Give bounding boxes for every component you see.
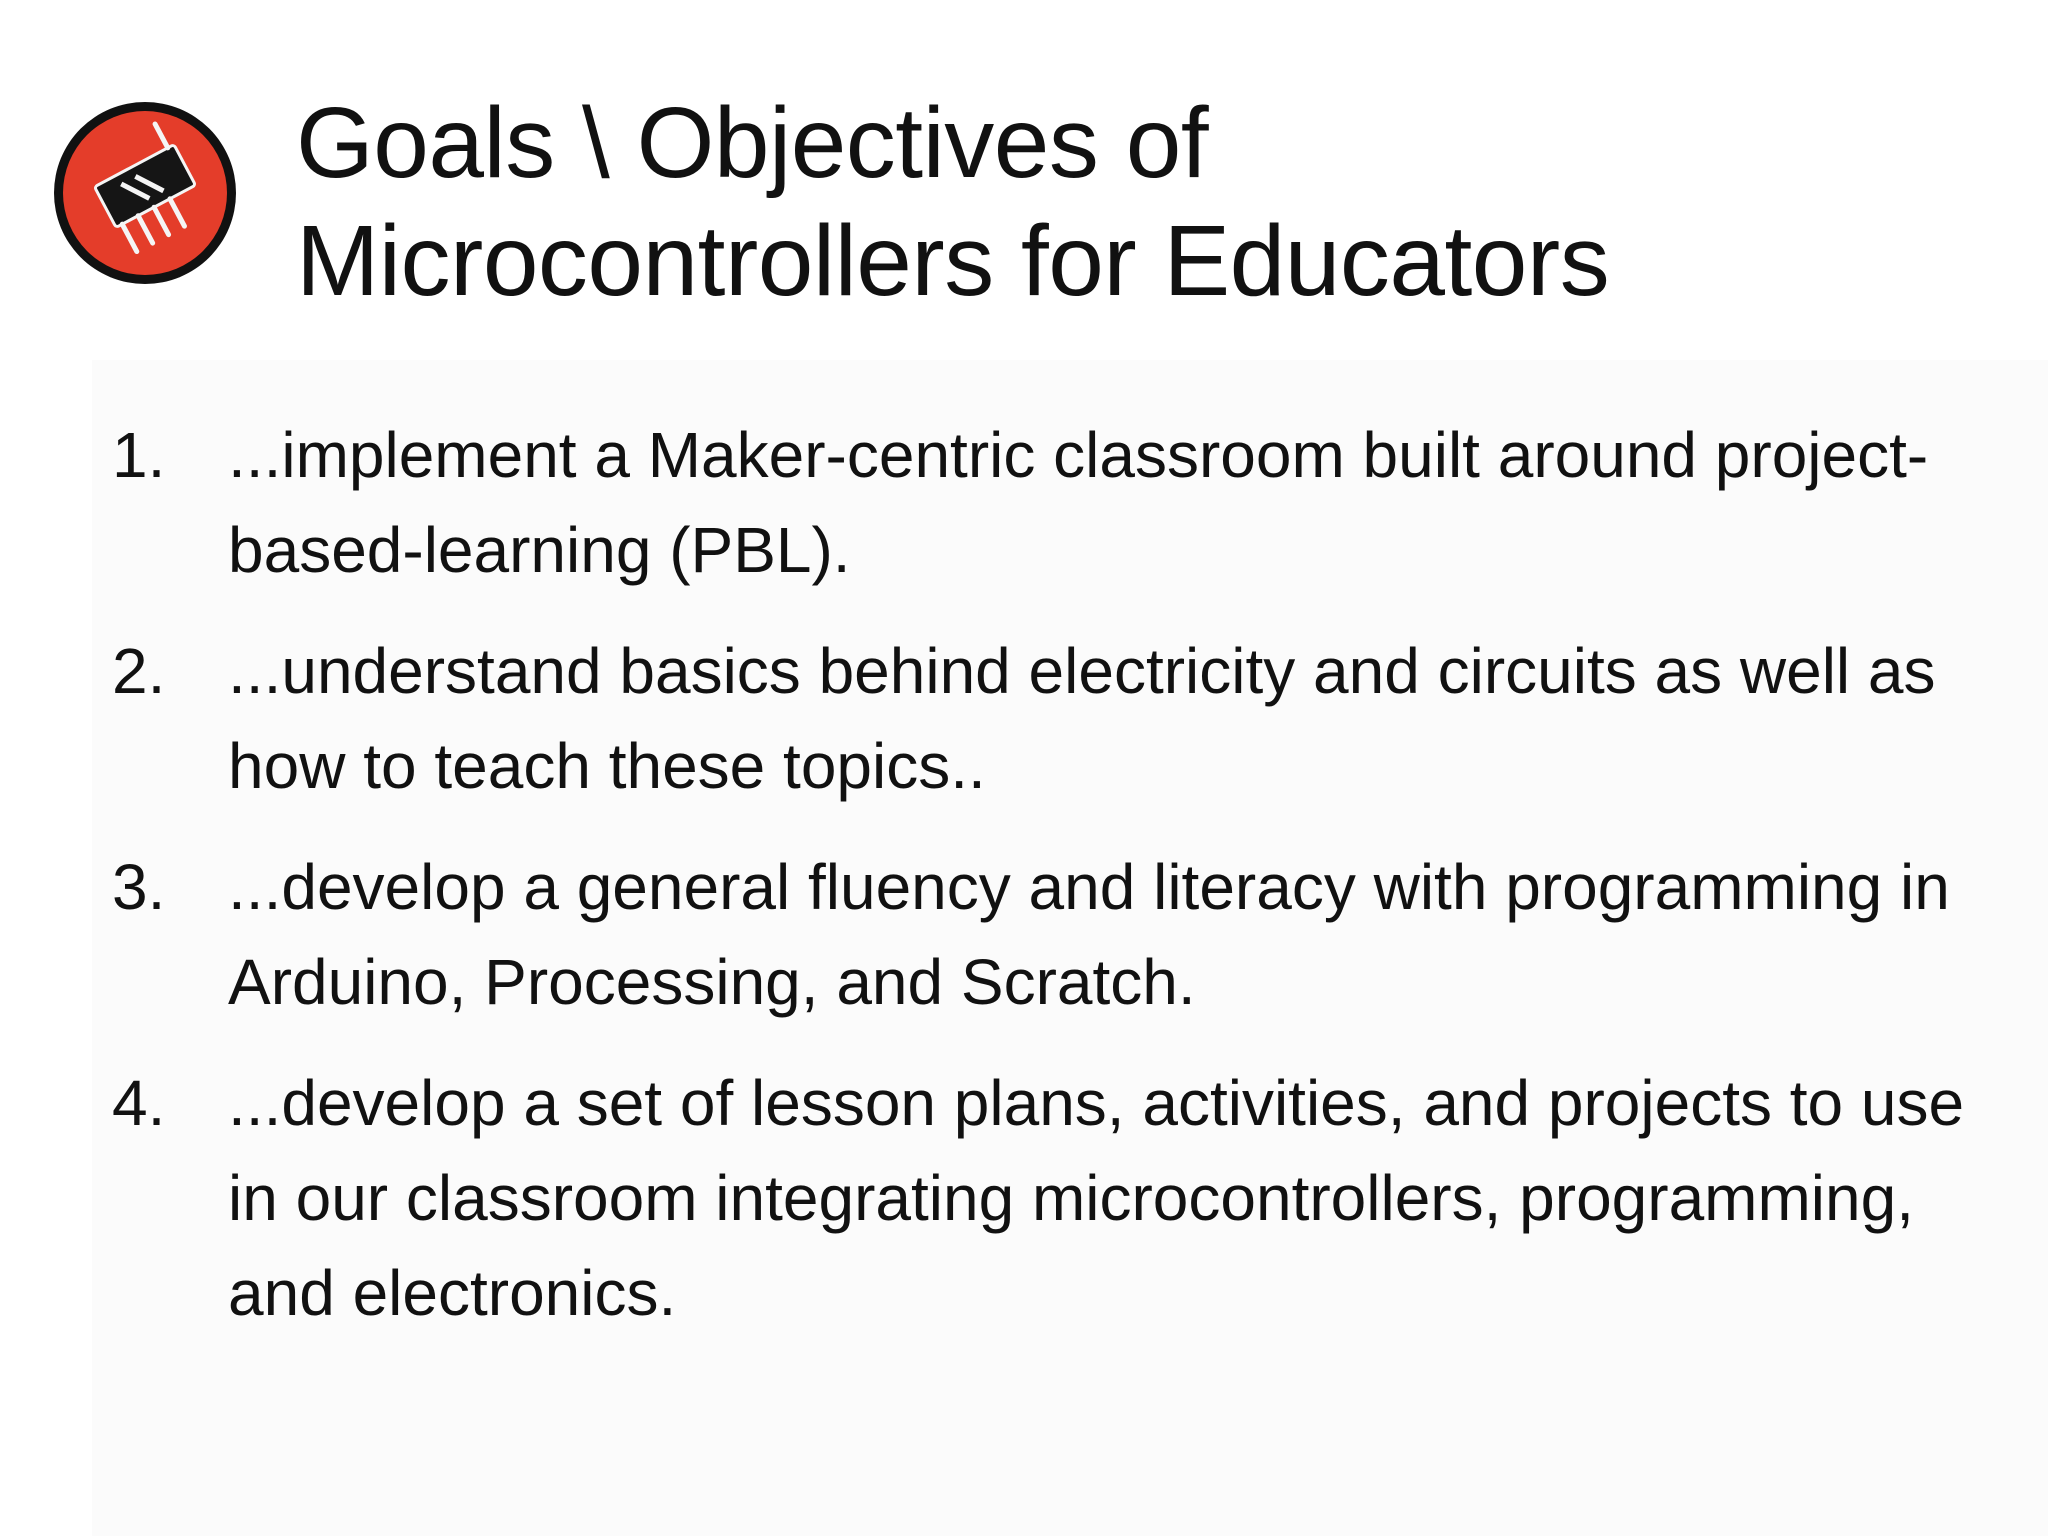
title-line-1: Goals \ Objectives of (296, 87, 1209, 199)
objective-text: ...develop a set of lesson plans, activities, and projects to use in our classroom integrating microcontrollers, programming, and electronics. (228, 1067, 1965, 1329)
objective-item (112, 1056, 1972, 1341)
title-line-2: Microcontrollers for Educators (296, 205, 1610, 317)
objective-number: 4. (112, 1067, 166, 1139)
objective-text: ...develop a general fluency and literacy with programming in Arduino, Processing, and Scratch. (228, 851, 1950, 1018)
objective-number: 1. (112, 419, 166, 491)
slide-title (296, 84, 1609, 320)
objectives-list (112, 408, 1972, 1367)
objective-number: 3. (112, 851, 166, 923)
objective-item (112, 840, 1972, 1030)
objective-text: ...understand basics behind electricity and circuits as well as how to teach these topics.. (228, 635, 1936, 802)
objective-number: 2. (112, 635, 166, 707)
objective-item (112, 624, 1972, 814)
objective-item (112, 408, 1972, 598)
microcontroller-chip-icon (50, 98, 240, 288)
objective-text: ...implement a Maker-centric classroom built around project-based-learning (PBL). (228, 419, 1929, 586)
